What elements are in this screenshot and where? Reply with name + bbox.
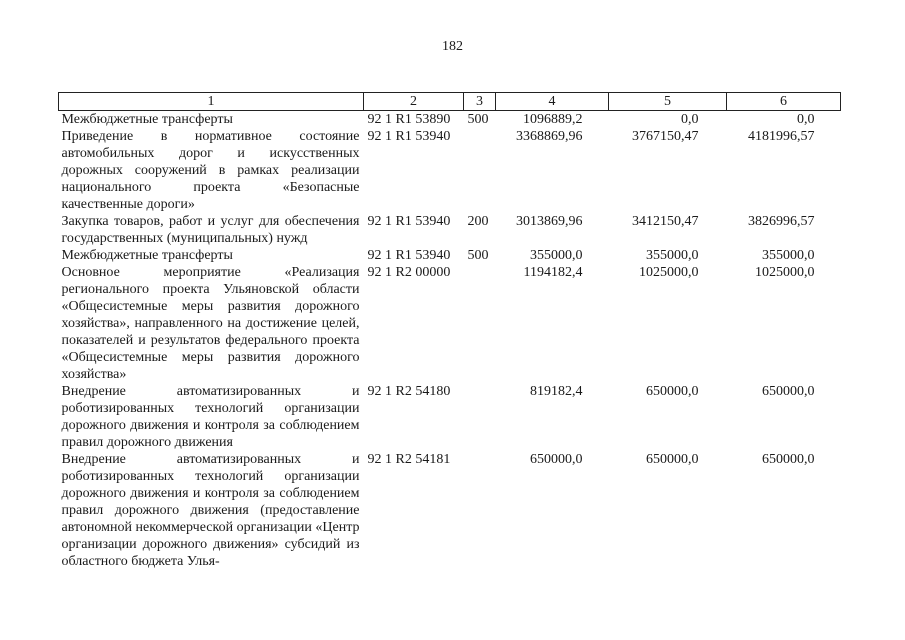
row-expense-type <box>464 451 496 570</box>
row-expense-type: 200 <box>467 214 489 229</box>
row-code: 92 1 R2 54180 <box>367 384 451 399</box>
page-number: 182 <box>442 39 463 54</box>
row-name: Основное мероприятие «Реализация регионального проекта Ульяновской области «Общесистемные меры развития дорожного хозяйства», направленного на достижение целей, показателей и результатов федерального проекта «Общесистемные меры развития дорожного хозяйства» <box>61 265 360 382</box>
table-header-row <box>59 93 841 111</box>
row-name: Закупка товаров, работ и услуг для обеспечения государственных (муниципальных) нужд <box>61 214 360 246</box>
row-name: Внедрение автоматизированных и роботизированных технологий организации дорожного движения и контроля за соблюдением правил дорожного движения (предоставление автономной некоммерческой организации «Центр организации дорожного движения» субсидий из областного бюджета Улья- <box>61 452 360 569</box>
column-header-1: 1 <box>59 93 364 111</box>
row-expense-type: 500 <box>467 112 489 127</box>
row-amount-col6: 650000,0 <box>762 384 815 399</box>
row-code: 92 1 R1 53940 <box>367 248 451 263</box>
column-header-4: 4 <box>496 93 609 111</box>
row-amount-col4: 3013869,96 <box>516 214 583 229</box>
row-amount-col4: 1194182,4 <box>523 265 583 280</box>
table-row <box>59 264 841 383</box>
row-name: Приведение в нормативное состояние автомобильных дорог и искусственных дорожных сооружений в рамках реализации национального проекта «Безопасные качественные дороги» <box>61 129 360 212</box>
row-expense-type <box>464 264 496 383</box>
column-header-3: 3 <box>464 93 496 111</box>
row-amount-col6: 650000,0 <box>762 452 815 467</box>
row-name: Межбюджетные трансферты <box>61 248 233 263</box>
row-code: 92 1 R2 54181 <box>367 452 451 467</box>
row-expense-type <box>464 383 496 451</box>
row-code: 92 1 R1 53890 <box>367 112 451 127</box>
column-header-6: 6 <box>727 93 841 111</box>
row-amount-col4: 3368869,96 <box>516 129 583 144</box>
row-amount-col6: 3826996,57 <box>748 214 815 229</box>
row-amount-col4: 819182,4 <box>530 384 583 399</box>
table-row <box>59 213 841 247</box>
row-amount-col5: 1025000,0 <box>639 265 699 280</box>
row-amount-col5: 650000,0 <box>646 384 699 399</box>
row-amount-col6: 1025000,0 <box>755 265 815 280</box>
row-expense-type <box>464 128 496 213</box>
row-amount-col6: 355000,0 <box>762 248 815 263</box>
row-expense-type: 500 <box>467 248 489 263</box>
row-amount-col4: 355000,0 <box>530 248 583 263</box>
row-amount-col5: 3412150,47 <box>632 214 699 229</box>
row-amount-col4: 650000,0 <box>530 452 583 467</box>
table-row <box>59 111 841 129</box>
row-amount-col5: 355000,0 <box>646 248 699 263</box>
row-amount-col5: 650000,0 <box>646 452 699 467</box>
row-amount-col5: 0,0 <box>681 112 699 127</box>
table-row <box>59 247 841 264</box>
budget-table <box>58 92 841 570</box>
row-amount-col6: 0,0 <box>797 112 815 127</box>
row-code: 92 1 R1 53940 <box>367 214 451 229</box>
table-row <box>59 128 841 213</box>
row-name: Внедрение автоматизированных и роботизированных технологий организации дорожного движения и контроля за соблюдением правил дорожного движения <box>61 384 360 450</box>
row-amount-col6: 4181996,57 <box>748 129 815 144</box>
table-row <box>59 451 841 570</box>
column-header-2: 2 <box>364 93 464 111</box>
row-amount-col4: 1096889,2 <box>523 112 583 127</box>
table-row <box>59 383 841 451</box>
row-code: 92 1 R2 00000 <box>367 265 451 280</box>
row-code: 92 1 R1 53940 <box>367 129 451 144</box>
column-header-5: 5 <box>609 93 727 111</box>
row-name: Межбюджетные трансферты <box>61 112 233 127</box>
row-amount-col5: 3767150,47 <box>632 129 699 144</box>
